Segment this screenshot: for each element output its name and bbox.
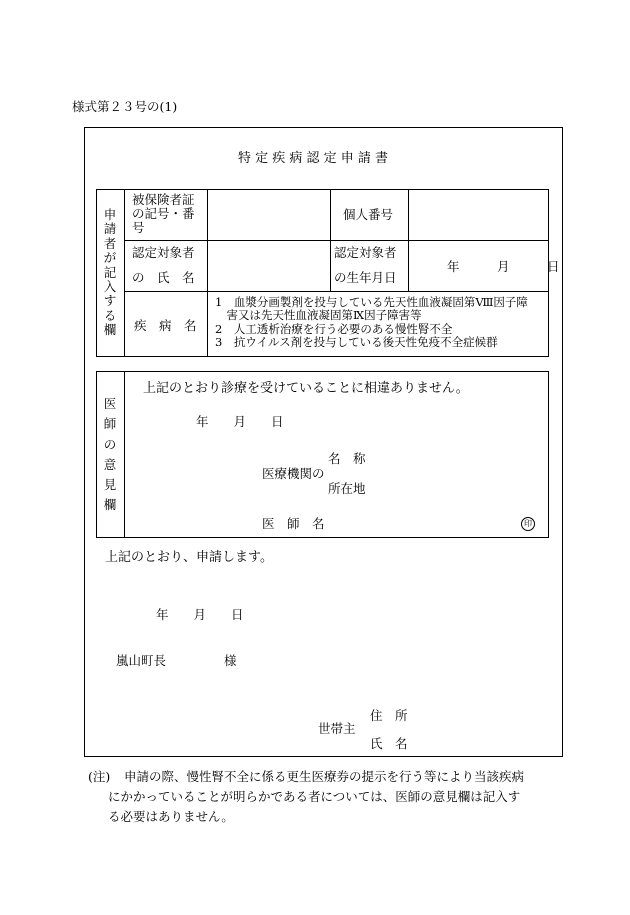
- householder-address-label: 住 所: [370, 708, 408, 723]
- note-line: る必要はありません。: [108, 809, 234, 824]
- note-label: (注): [88, 769, 111, 784]
- table-divider: [207, 189, 208, 357]
- householder-label: 世帯主: [318, 721, 356, 736]
- doctor-side-label: 医 師 の 意 見 欄: [103, 396, 117, 513]
- table-divider: [124, 291, 549, 292]
- applicant-side-label: 申 請 者 が 記 入 す る 欄: [103, 207, 117, 337]
- form-title: 特 定 疾 病 認 定 申 請 書: [238, 151, 389, 166]
- form-number: 様式第２３号の(1): [72, 99, 178, 114]
- individual-number-label: 個人番号: [343, 207, 394, 222]
- individual-number-field[interactable]: [411, 193, 547, 238]
- disease-label: 疾 病 名: [134, 318, 197, 333]
- target-name-label-top: 認定対象者: [132, 245, 195, 260]
- target-dob-label-top: 認定対象者: [334, 245, 397, 260]
- note-line: 申請の際、慢性腎不全に係る更生医療券の提示を行う等により当該疾病: [124, 769, 525, 784]
- application-date-field[interactable]: 年 月 日: [156, 607, 244, 622]
- householder-name-label: 氏 名: [370, 736, 408, 751]
- addressee-honorific: 様: [224, 653, 237, 668]
- target-name-label-bottom: の 氏 名: [132, 270, 195, 285]
- seal-icon: 印: [521, 517, 535, 531]
- disease-item[interactable]: 1 血漿分画製剤を投与している先天性血液凝固第Ⅷ因子障: [215, 295, 528, 309]
- institution-label: 医療機関の: [262, 466, 325, 481]
- table-divider: [124, 240, 549, 241]
- disease-item[interactable]: 2 人工透析治療を行う必要のある慢性腎不全: [215, 321, 453, 336]
- disease-item[interactable]: 3 抗ウイルス剤を投与している後天性免疫不全症候群: [215, 335, 498, 350]
- disease-list: [215, 296, 528, 350]
- doctor-statement: 上記のとおり診療を受けていることに相違ありません。: [143, 381, 469, 396]
- table-divider: [124, 371, 125, 538]
- doctor-name-label: 医 師 名: [262, 516, 325, 531]
- target-dob-label-bottom: の生年月日: [334, 270, 397, 285]
- target-name-field[interactable]: [210, 243, 328, 289]
- application-statement: 上記のとおり、申請します。: [105, 550, 273, 565]
- note-line: にかかっていることが明らかである者については、医師の意見欄は記入す: [108, 789, 521, 804]
- insurance-number-field[interactable]: [210, 193, 328, 238]
- institution-address-label: 所在地: [328, 481, 366, 496]
- table-divider: [124, 189, 125, 357]
- institution-name-label: 名 称: [328, 451, 366, 466]
- insurance-number-label: 被保険者証 の記号・番 号: [132, 192, 195, 235]
- disease-item-continuation: 害又は先天性血液凝固第Ⅸ因子障害等: [215, 308, 422, 323]
- target-dob-field[interactable]: 年 月 日: [447, 259, 560, 274]
- doctor-date-field[interactable]: 年 月 日: [196, 414, 284, 429]
- addressee: 嵐山町長: [116, 653, 167, 668]
